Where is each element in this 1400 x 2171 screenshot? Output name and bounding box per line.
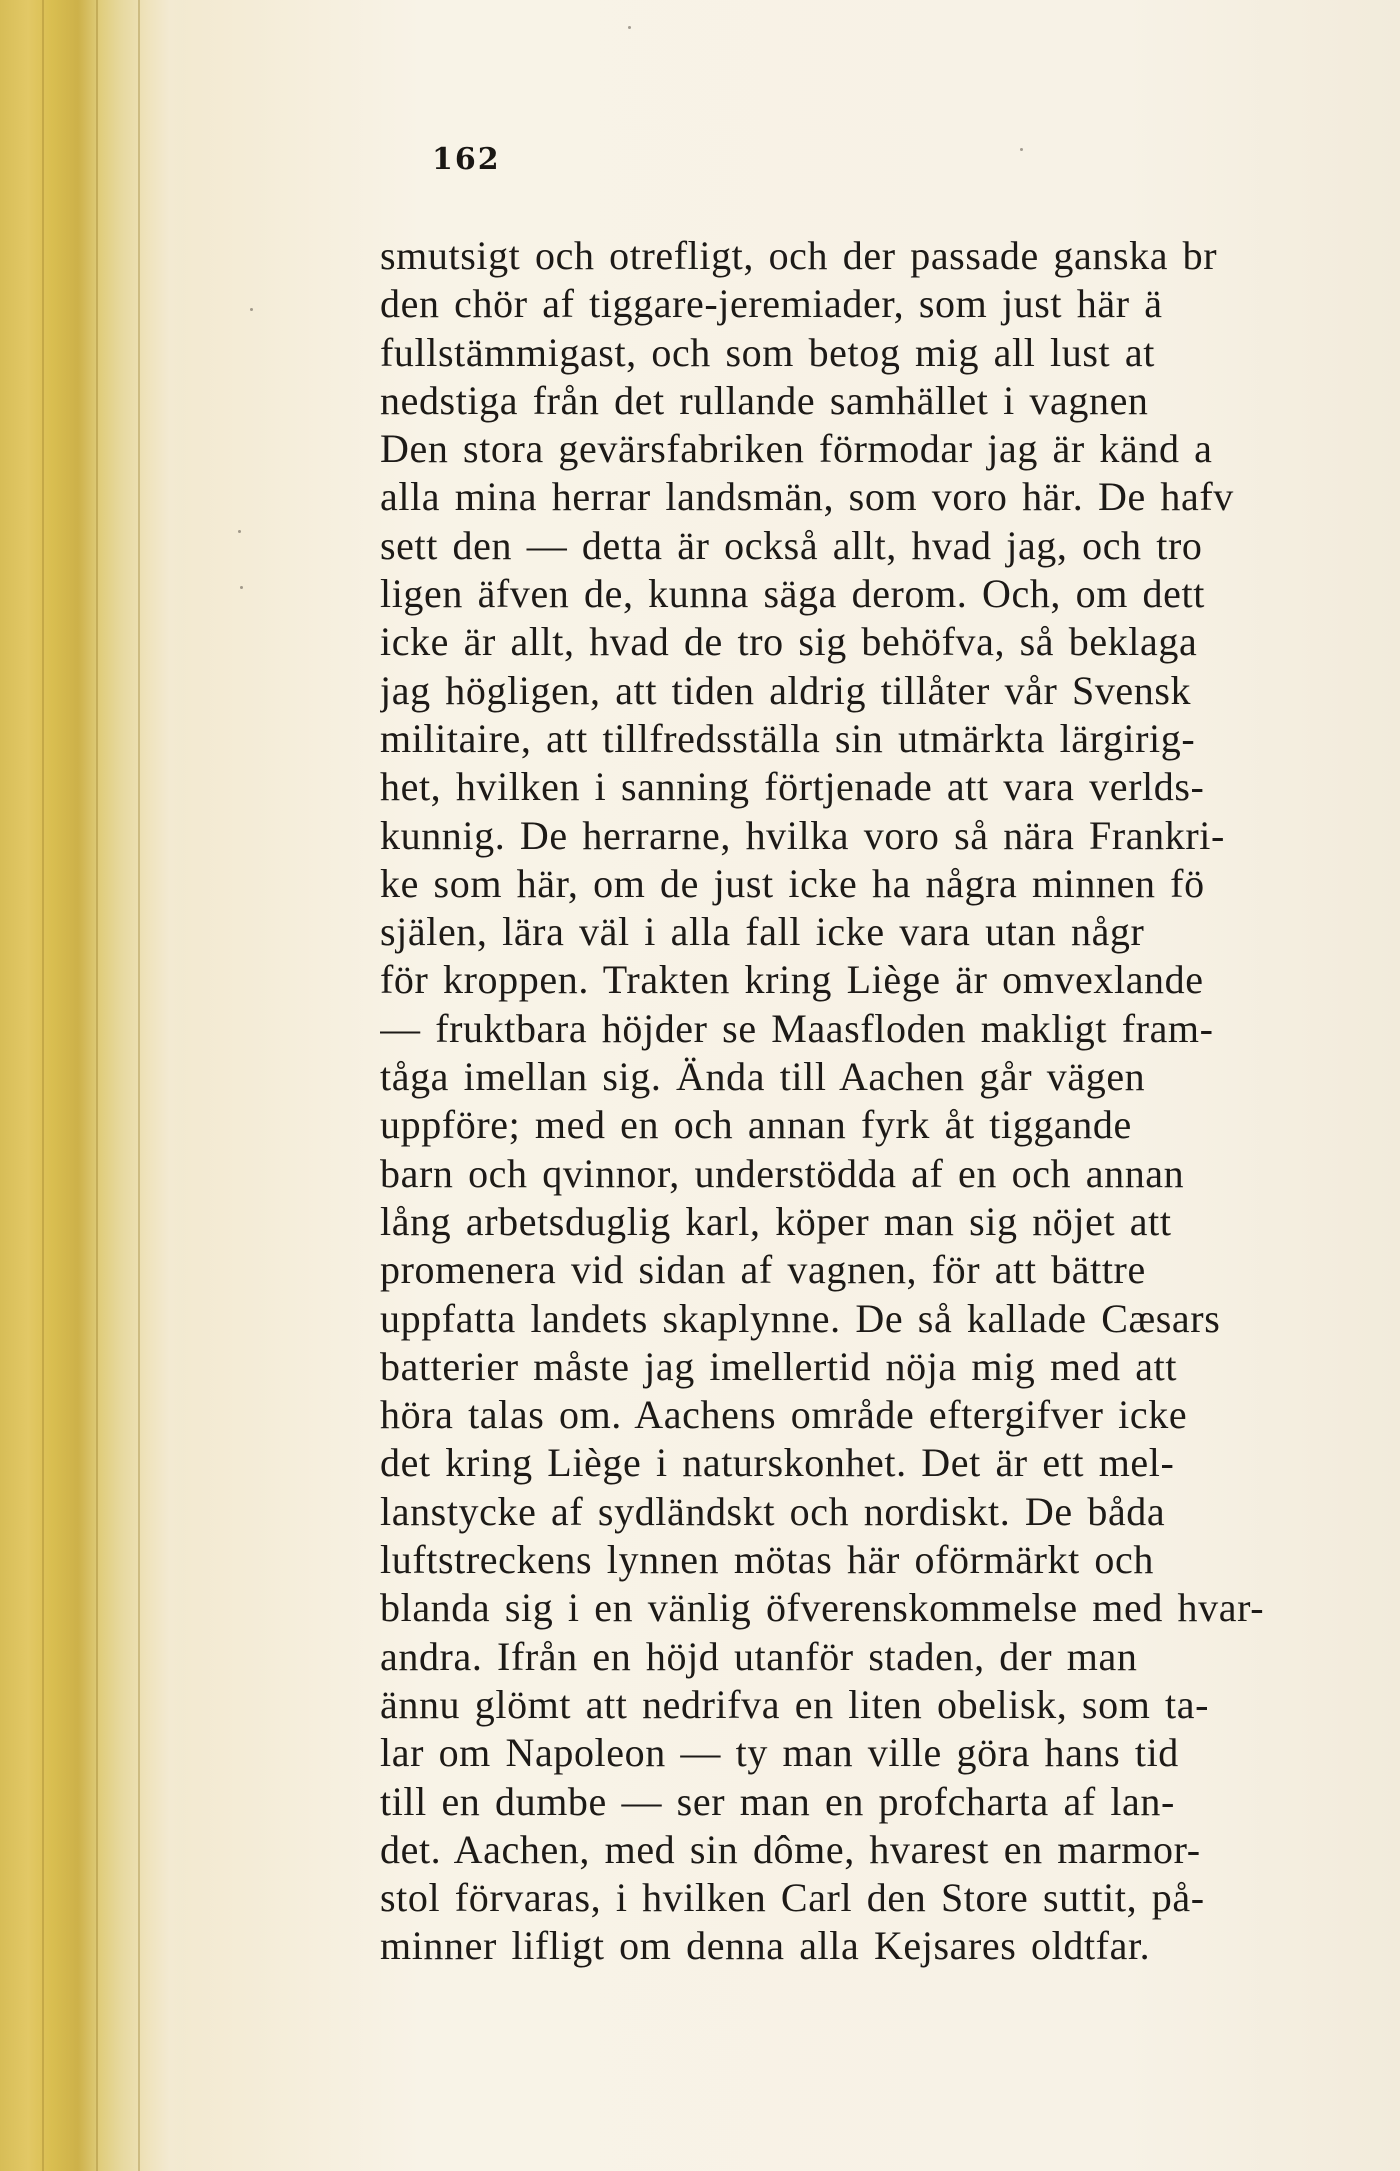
binding-shadow-line [42, 0, 44, 2171]
binding-shadow-line [138, 0, 140, 2171]
text-line: tåga imellan sig. Ända till Aachen går vägen [380, 1054, 1146, 1100]
text-line: ännu glömt att nedrifva en liten obelisk, som ta- [380, 1681, 1209, 1727]
text-line: barn och qvinnor, understödda af en och annan [380, 1150, 1185, 1196]
text-line: lanstycke af sydländskt och nordiskt. De båda [380, 1488, 1166, 1534]
text-line: promenera vid sidan af vagnen, för att bättre [380, 1247, 1146, 1293]
text-line: sett den — detta är också allt, hvad jag, och tro [380, 522, 1203, 568]
text-line: till en dumbe — ser man en profcharta af lan- [380, 1778, 1175, 1824]
text-line: uppföre; med en och annan fyrk åt tiggande [380, 1102, 1132, 1148]
text-line: andra. Ifrån en höjd utanför staden, der man [380, 1633, 1138, 1679]
text-line: luftstreckens lynnen mötas här oförmärkt och [380, 1537, 1154, 1583]
text-line: den chör af tiggare-jeremiader, som just här ä [380, 281, 1163, 327]
text-line: uppfatta landets skaplynne. De så kallade Cæsars [380, 1295, 1221, 1341]
text-line: fullstämmigast, och som betog mig all lust at [380, 329, 1155, 375]
binding-shadow-line [96, 0, 98, 2171]
paper-speck [238, 530, 241, 533]
text-line: batterier måste jag imellertid nöja mig med att [380, 1343, 1178, 1389]
text-line: het, hvilken i sanning förtjenade att vara verlds- [380, 764, 1205, 810]
text-line: minner lifligt om denna alla Kejsares oldtfar. [380, 1923, 1151, 1969]
text-line: stol förvaras, i hvilken Carl den Store suttit, på- [380, 1875, 1205, 1921]
text-line: för kroppen. Trakten kring Liège är omvexlande [380, 957, 1204, 1003]
text-line: lar om Napoleon — ty man ville göra hans tid [380, 1730, 1179, 1776]
paper-speck [1020, 148, 1023, 151]
paper-speck [250, 308, 253, 311]
text-line: blanda sig i en vänlig öfverenskommelse med hvar- [380, 1585, 1265, 1631]
paper-speck [240, 586, 243, 589]
text-line: kunnig. De herrarne, hvilka voro så nära Frankri- [380, 812, 1225, 858]
text-line: det kring Liège i naturskonhet. Det är ett mel- [380, 1440, 1175, 1486]
text-line: ke som här, om de just icke ha några minnen fö [380, 860, 1205, 906]
paper-speck [628, 26, 631, 29]
text-line: lång arbetsduglig karl, köper man sig nöjet att [380, 1198, 1172, 1244]
text-line: nedstiga från det rullande samhället i vagnen [380, 377, 1149, 423]
text-line: Den stora gevärsfabriken förmodar jag är känd a [380, 426, 1213, 472]
text-line: höra talas om. Aachens område eftergifver icke [380, 1392, 1188, 1438]
text-line: alla mina herrar landsmän, som voro här. De hafv [380, 474, 1234, 520]
text-line: ligen äfven de, kunna säga derom. Och, om dett [380, 571, 1205, 617]
page-binding-edge [0, 0, 190, 2171]
text-line: själen, lära väl i alla fall icke vara utan någr [380, 909, 1145, 955]
text-line: jag högligen, att tiden aldrig tillåter vår Svensk [380, 667, 1192, 713]
page-number: 162 [432, 142, 501, 177]
body-text [380, 232, 1400, 1971]
text-line: det. Aachen, med sin dôme, hvarest en marmor- [380, 1826, 1201, 1872]
text-line: militaire, att tillfredsställa sin utmärkta lärgirig- [380, 715, 1196, 761]
text-line: icke är allt, hvad de tro sig behöfva, så beklaga [380, 619, 1198, 665]
text-line: — fruktbara höjder se Maasfloden makligt fram- [380, 1005, 1214, 1051]
text-line: smutsigt och otrefligt, och der passade ganska br [380, 233, 1218, 278]
